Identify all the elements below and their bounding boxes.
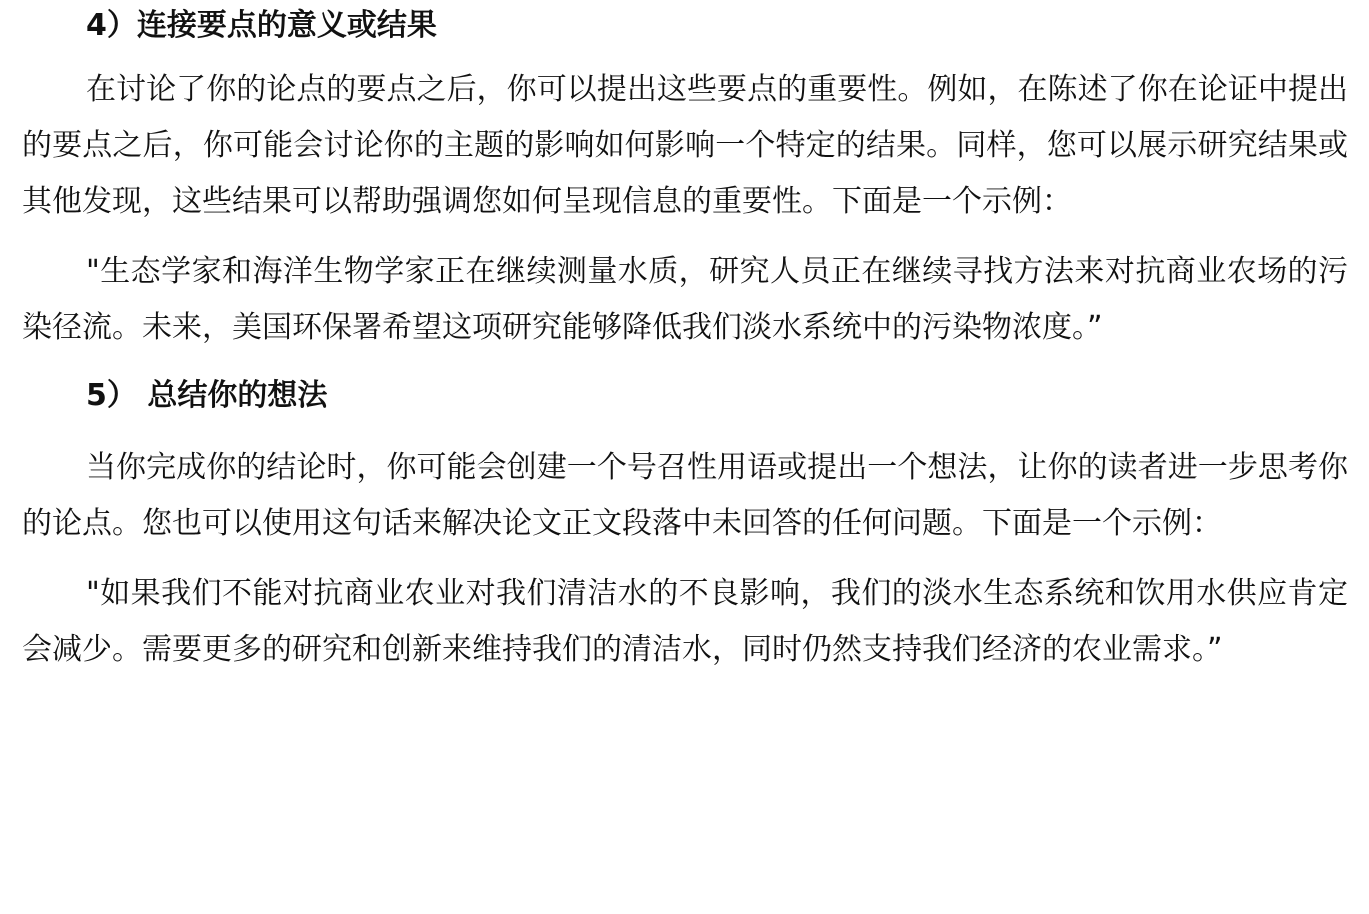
section-5-example-quote: "如果我们不能对抗商业农业对我们清洁水的不良影响，我们的淡水生态系统和饮用水供应肯定会减少。需要更多的研究和创新来维持我们的清洁水，同时仍然支持我们经济的农业需求。” (22, 576, 1348, 667)
section-4-paragraph: 在讨论了你的论点的要点之后，你可以提出这些要点的重要性。例如，在陈述了你在论证中提出的要点之后，你可能会讨论你的主题的影响如何影响一个特定的结果。同样，您可以展示研究结果或其他发现，这些结果可以帮助强调您如何呈现信息的重要性。下面是一个示例： (22, 72, 1348, 219)
section-4-heading: 4）连接要点的意义或结果 (86, 8, 437, 43)
document-body (22, 0, 1348, 678)
section-5-heading: 5） 总结你的想法 (86, 378, 328, 413)
section-5-paragraph: 当你完成你的结论时，你可能会创建一个号召性用语或提出一个想法，让你的读者进一步思考你的论点。您也可以使用这句话来解决论文正文段落中未回答的任何问题。下面是一个示例： (22, 450, 1348, 541)
section-4-example-quote: "生态学家和海洋生物学家正在继续测量水质，研究人员正在继续寻找方法来对抗商业农场的污染径流。未来，美国环保署希望这项研究能够降低我们淡水系统中的污染物浓度。” (22, 254, 1348, 345)
